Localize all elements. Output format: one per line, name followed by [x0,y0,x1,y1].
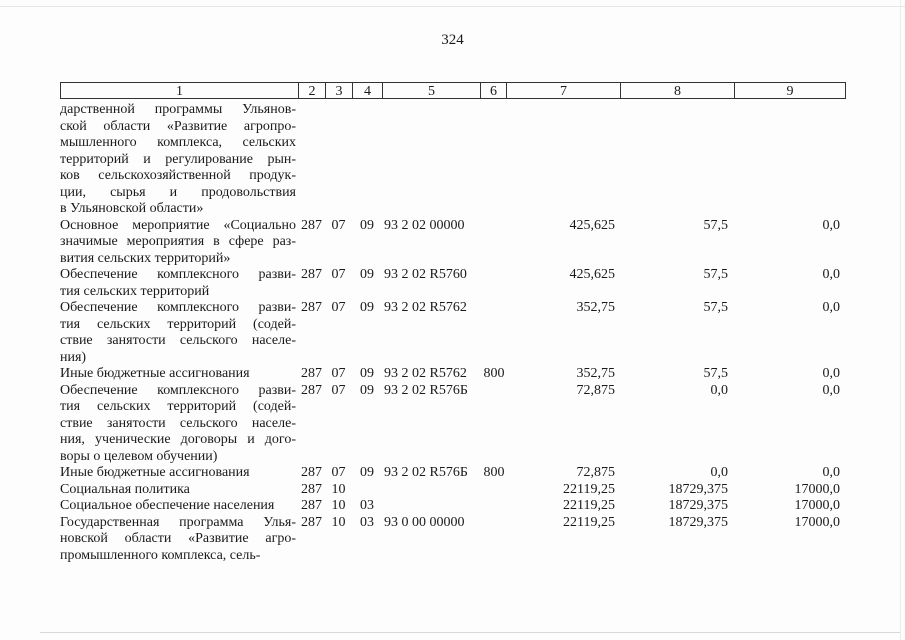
scan-edge-right [900,0,901,640]
cell-section: 07 [331,300,346,315]
cell-amount-col9: 0,0 [822,382,840,398]
cell-admin: 287 [301,465,322,480]
cell-section: 10 [331,514,346,530]
cell-target-article: 93 2 02 R5762 [384,300,467,315]
cell-amount-col7: 72,875 [576,382,615,398]
cell-target-article: 93 2 02 00000 [384,217,465,233]
description-line: тия сельских территорий [60,283,210,299]
description-line: ствие занятости сельского населе- [60,415,296,431]
description-line: Обеспечение комплексного разви- [60,300,296,315]
header-col-2: 2 [298,82,325,99]
cell-target-article: 93 2 02 R576Б [384,382,468,398]
description-line: Обеспечение комплексного разви- [60,382,296,398]
cell-section: 07 [331,267,346,282]
description-line: промышленного комплекса, сель- [60,547,261,563]
header-col-4: 4 [352,82,382,99]
header-col-6: 6 [480,82,506,99]
scan-edge-bottom [40,632,900,633]
header-col-9: 9 [734,82,846,99]
cell-amount-col8: 18729,375 [668,498,728,513]
cell-description [60,267,296,300]
cell-admin: 287 [301,300,322,315]
header-col-7: 7 [506,82,620,99]
cell-subsection: 09 [360,300,374,315]
cell-amount-col7: 22119,25 [563,498,615,513]
cell-description [60,482,296,499]
page-number: 324 [441,32,464,48]
cell-description [60,366,296,383]
cell-subsection: 09 [360,382,374,398]
cell-admin: 287 [301,498,322,513]
description-line: Государственная программа Улья- [60,514,296,530]
cell-section: 07 [331,382,346,398]
cell-amount-col8: 18729,375 [668,514,728,530]
cell-description [60,218,296,268]
description-line: значимые мероприятия в сфере раз- [60,234,296,249]
cell-admin: 287 [301,267,322,282]
description-line: территорий и регулирование рын- [60,151,296,167]
cell-amount-col8: 57,5 [703,267,728,282]
cell-amount-col9: 0,0 [822,366,840,381]
description-line: в Ульяновской области» [60,201,204,216]
cell-amount-col7: 425,625 [569,217,615,233]
description-line: ния) [60,349,87,365]
description-line: дарственной программы Ульянов- [60,102,296,117]
cell-amount-col8: 0,0 [710,465,728,480]
description-line: Иные бюджетные ассигнования [60,366,250,381]
cell-amount-col8: 57,5 [703,217,728,233]
cell-amount-col8: 57,5 [703,300,728,315]
cell-admin: 287 [301,481,322,497]
description-line: тия сельских территорий (содей- [60,399,296,414]
cell-amount-col8: 18729,375 [668,481,728,497]
description-line: ния, ученические договоры и дого- [60,432,296,447]
cell-amount-col9: 0,0 [822,300,840,315]
cell-subsection: 09 [360,366,374,381]
cell-expense-type: 800 [483,465,505,480]
description-line: мышленного комплекса, сельских [60,135,296,150]
cell-amount-col7: 352,75 [576,366,615,381]
cell-section: 07 [331,366,346,381]
cell-amount-col9: 17000,0 [794,498,840,513]
cell-amount-col9: 17000,0 [794,514,840,530]
cell-subsection: 09 [360,217,374,233]
cell-amount-col9: 0,0 [822,217,840,233]
cell-target-article: 93 2 02 R5762 [384,366,467,381]
cell-description [60,515,296,565]
cell-target-article: 93 0 00 00000 [384,514,465,530]
cell-admin: 287 [301,514,322,530]
description-line: ции, сырья и продовольствия [60,184,296,200]
description-line: Социальное обеспечение населения [60,498,275,513]
cell-admin: 287 [301,217,322,233]
description-line: Социальная политика [60,481,190,497]
cell-amount-col8: 0,0 [710,382,728,398]
cell-subsection: 09 [360,267,374,282]
description-line: воры о целевом обучении) [60,448,218,464]
description-line: Иные бюджетные ассигнования [60,465,250,480]
cell-subsection: 03 [360,498,374,513]
cell-amount-col7: 352,75 [576,300,615,315]
cell-section: 10 [331,481,346,497]
cell-amount-col7: 22119,25 [563,481,615,497]
description-line: вития сельских территорий» [60,250,231,266]
cell-amount-col9: 0,0 [822,267,840,282]
cell-description [60,300,296,366]
cell-amount-col8: 57,5 [703,366,728,381]
cell-amount-col7: 22119,25 [563,514,615,530]
scan-edge-top [0,6,905,7]
description-line: тия сельских территорий (содей- [60,316,296,332]
description-line: ской области «Развитие агропро- [60,118,296,134]
cell-admin: 287 [301,366,322,381]
description-line: новской области «Развитие агро- [60,531,296,546]
cell-amount-col9: 0,0 [822,465,840,480]
description-line: ков сельскохозяйственной продук- [60,168,296,183]
cell-target-article: 93 2 02 R576Б [384,465,468,480]
cell-amount-col7: 72,875 [576,465,615,480]
header-col-1: 1 [60,82,298,99]
cell-section: 10 [331,498,346,513]
cell-description [60,498,296,515]
description-line: Обеспечение комплексного разви- [60,267,296,282]
cell-section: 07 [331,465,346,480]
description-line: Основное мероприятие «Социально [60,217,296,233]
header-col-5: 5 [382,82,480,99]
cell-description [60,102,296,218]
cell-amount-col9: 17000,0 [794,481,840,497]
cell-subsection: 03 [360,514,374,530]
description-line: ствие занятости сельского населе- [60,333,296,348]
cell-target-article: 93 2 02 R5760 [384,267,467,282]
cell-description [60,465,296,482]
cell-description [60,383,296,466]
header-col-8: 8 [620,82,734,99]
cell-subsection: 09 [360,465,374,480]
cell-amount-col7: 425,625 [569,267,615,282]
cell-section: 07 [331,217,346,233]
cell-expense-type: 800 [483,366,505,381]
cell-admin: 287 [301,382,322,398]
header-col-3: 3 [325,82,352,99]
